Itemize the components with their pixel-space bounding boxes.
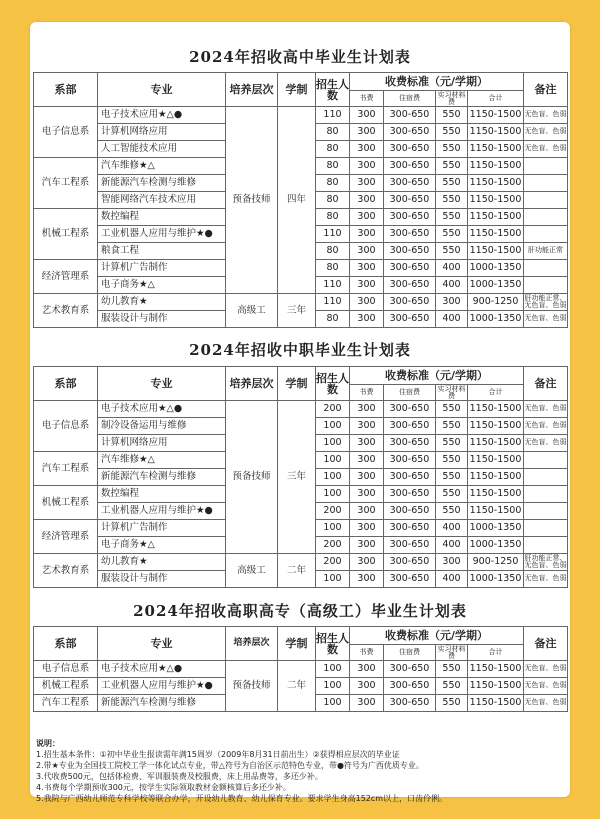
header-lodging: 住宿费 xyxy=(384,645,436,661)
level-cell: 预备技师 xyxy=(226,107,278,294)
lodge-cell: 300-650 xyxy=(384,401,436,418)
material-cell: 550 xyxy=(436,661,468,678)
lodge-cell: 300-650 xyxy=(384,452,436,469)
lodge-cell: 300-650 xyxy=(384,243,436,260)
dept-cell: 汽车工程系 xyxy=(34,695,98,712)
book-cell: 300 xyxy=(350,678,384,695)
book-cell: 300 xyxy=(350,192,384,209)
major-cell: 工业机器人应用与维护★● xyxy=(98,503,226,520)
major-cell: 电子商务★△ xyxy=(98,277,226,294)
material-cell: 400 xyxy=(436,260,468,277)
note-cell: 无色盲、色弱 xyxy=(524,678,568,695)
book-cell: 300 xyxy=(350,571,384,588)
major-cell: 数控编程 xyxy=(98,209,226,226)
lodge-cell: 300-650 xyxy=(384,107,436,124)
plan-poster xyxy=(30,22,570,803)
major-cell: 电子技术应用★△● xyxy=(98,661,226,678)
note-cell: 无色盲、色弱 xyxy=(524,141,568,158)
major-cell: 计算机网络应用 xyxy=(98,435,226,452)
total-cell: 1000-1350 xyxy=(468,277,524,294)
material-cell: 550 xyxy=(436,435,468,452)
lodge-cell: 300-650 xyxy=(384,141,436,158)
total-cell: 1150-1500 xyxy=(468,158,524,175)
material-cell: 550 xyxy=(436,158,468,175)
book-cell: 300 xyxy=(350,260,384,277)
note-cell xyxy=(524,537,568,554)
enroll-cell: 80 xyxy=(316,192,350,209)
level-cell: 高级工 xyxy=(226,554,278,588)
material-cell: 550 xyxy=(436,401,468,418)
header-total: 合计 xyxy=(468,385,524,401)
header-level: 培养层次 xyxy=(226,73,278,107)
lodge-cell: 300-650 xyxy=(384,158,436,175)
material-cell: 400 xyxy=(436,277,468,294)
lodge-cell: 300-650 xyxy=(384,520,436,537)
duration-cell: 三年 xyxy=(278,401,316,554)
book-cell: 300 xyxy=(350,418,384,435)
book-cell: 300 xyxy=(350,554,384,571)
enroll-cell: 110 xyxy=(316,294,350,311)
major-cell: 电子技术应用★△● xyxy=(98,107,226,124)
enroll-cell: 100 xyxy=(316,678,350,695)
note-cell: 肝功能正常 xyxy=(524,243,568,260)
note-cell: 无色盲、色弱 xyxy=(524,661,568,678)
section-title: 2024年招收中职毕业生计划表 xyxy=(189,341,411,359)
note-cell xyxy=(524,520,568,537)
total-cell: 1150-1500 xyxy=(468,418,524,435)
major-cell: 汽车维修★△ xyxy=(98,158,226,175)
material-cell: 550 xyxy=(436,418,468,435)
note-cell xyxy=(524,226,568,243)
material-cell: 550 xyxy=(436,243,468,260)
dept-cell: 艺术教育系 xyxy=(34,294,98,328)
note-cell xyxy=(524,192,568,209)
enroll-cell: 80 xyxy=(316,158,350,175)
dept-cell: 机械工程系 xyxy=(34,678,98,695)
duration-cell: 四年 xyxy=(278,107,316,294)
header-lodging: 住宿费 xyxy=(384,91,436,107)
lodge-cell: 300-650 xyxy=(384,571,436,588)
lodge-cell: 300-650 xyxy=(384,554,436,571)
total-cell: 1150-1500 xyxy=(468,226,524,243)
total-cell: 1150-1500 xyxy=(468,401,524,418)
header-duration: 学制 xyxy=(278,627,316,661)
major-cell: 新能源汽车检测与维修 xyxy=(98,469,226,486)
book-cell: 300 xyxy=(350,226,384,243)
section-title: 2024年招收高中毕业生计划表 xyxy=(189,48,411,66)
dept-cell: 艺术教育系 xyxy=(34,554,98,588)
level-cell: 预备技师 xyxy=(226,661,278,712)
duration-cell: 二年 xyxy=(278,554,316,588)
total-cell: 1150-1500 xyxy=(468,452,524,469)
total-cell: 1150-1500 xyxy=(468,486,524,503)
major-cell: 计算机网络应用 xyxy=(98,124,226,141)
section-higher-vocational xyxy=(33,596,567,712)
lodge-cell: 300-650 xyxy=(384,435,436,452)
enroll-cell: 100 xyxy=(316,452,350,469)
total-cell: 1150-1500 xyxy=(468,695,524,712)
header-major: 专业 xyxy=(98,367,226,401)
header-major: 专业 xyxy=(98,627,226,661)
material-cell: 550 xyxy=(436,141,468,158)
material-cell: 300 xyxy=(436,294,468,311)
lodge-cell: 300-650 xyxy=(384,175,436,192)
enroll-cell: 80 xyxy=(316,124,350,141)
note-line: 2.带★专业为全国技工院校工学一体化试点专业，带△符号为自治区示范特色专业，带●符号为广西优质专业。 xyxy=(36,761,424,770)
total-cell: 1150-1500 xyxy=(468,141,524,158)
dept-cell: 经济管理系 xyxy=(34,260,98,294)
note-cell: 无色盲、色弱 xyxy=(524,107,568,124)
total-cell: 1000-1350 xyxy=(468,537,524,554)
total-cell: 1150-1500 xyxy=(468,124,524,141)
header-fees: 收费标准（元/学期） xyxy=(350,367,524,385)
material-cell: 550 xyxy=(436,175,468,192)
enroll-cell: 100 xyxy=(316,661,350,678)
enroll-cell: 100 xyxy=(316,418,350,435)
note-cell xyxy=(524,158,568,175)
lodge-cell: 300-650 xyxy=(384,695,436,712)
book-cell: 300 xyxy=(350,124,384,141)
header-note: 备注 xyxy=(524,73,568,107)
lodge-cell: 300-650 xyxy=(384,192,436,209)
note-cell xyxy=(524,469,568,486)
material-cell: 400 xyxy=(436,537,468,554)
header-enroll: 招生人数 xyxy=(316,73,350,107)
note-cell xyxy=(524,486,568,503)
major-cell: 计算机广告制作 xyxy=(98,260,226,277)
major-cell: 计算机广告制作 xyxy=(98,520,226,537)
note-line: 5.我院与广西幼儿师范专科学校等联合办学，开设幼儿教育、幼儿保育专业。要求学生身高152cm以上，口齿伶俐。 xyxy=(36,794,448,803)
header-material: 实习材料费 xyxy=(437,644,466,660)
enroll-cell: 110 xyxy=(316,107,350,124)
section-title: 2024年招收高职高专（高级工）毕业生计划表 xyxy=(133,602,467,620)
note-cell: 无色盲、色弱 xyxy=(524,401,568,418)
total-cell: 900-1250 xyxy=(468,554,524,571)
header-enroll: 招生人数 xyxy=(316,627,350,661)
note-cell xyxy=(524,175,568,192)
level-cell: 高级工 xyxy=(226,294,278,328)
section-high-school xyxy=(33,42,567,328)
lodge-cell: 300-650 xyxy=(384,503,436,520)
enroll-cell: 80 xyxy=(316,141,350,158)
major-cell: 幼儿教育★ xyxy=(98,294,226,311)
note-cell: 无色盲、色弱 xyxy=(524,418,568,435)
book-cell: 300 xyxy=(350,486,384,503)
note-cell xyxy=(524,503,568,520)
enroll-cell: 200 xyxy=(316,503,350,520)
lodge-cell: 300-650 xyxy=(384,124,436,141)
dept-cell: 汽车工程系 xyxy=(34,452,98,486)
lodge-cell: 300-650 xyxy=(384,661,436,678)
header-level: 培养层次 xyxy=(226,627,278,661)
major-cell: 电子技术应用★△● xyxy=(98,401,226,418)
enroll-cell: 200 xyxy=(316,537,350,554)
total-cell: 1000-1350 xyxy=(468,571,524,588)
note-cell xyxy=(524,209,568,226)
enroll-cell: 100 xyxy=(316,435,350,452)
header-duration: 学制 xyxy=(278,73,316,107)
lodge-cell: 300-650 xyxy=(384,486,436,503)
book-cell: 300 xyxy=(350,311,384,328)
total-cell: 1150-1500 xyxy=(468,175,524,192)
total-cell: 1150-1500 xyxy=(468,209,524,226)
header-material: 实习材料费 xyxy=(437,90,466,106)
book-cell: 300 xyxy=(350,294,384,311)
material-cell: 550 xyxy=(436,695,468,712)
enroll-cell: 80 xyxy=(316,311,350,328)
header-material: 实习材料费 xyxy=(437,384,466,400)
major-cell: 服装设计与制作 xyxy=(98,571,226,588)
major-cell: 汽车维修★△ xyxy=(98,452,226,469)
total-cell: 1150-1500 xyxy=(468,435,524,452)
dept-cell: 电子信息系 xyxy=(34,401,98,452)
duration-cell: 二年 xyxy=(278,661,316,712)
major-cell: 服装设计与制作 xyxy=(98,311,226,328)
material-cell: 550 xyxy=(436,503,468,520)
major-cell: 人工智能技术应用 xyxy=(98,141,226,158)
book-cell: 300 xyxy=(350,277,384,294)
note-cell: 无色盲、色弱 xyxy=(524,435,568,452)
book-cell: 300 xyxy=(350,435,384,452)
material-cell: 550 xyxy=(436,678,468,695)
enroll-cell: 100 xyxy=(316,571,350,588)
material-cell: 550 xyxy=(436,107,468,124)
header-fees: 收费标准（元/学期） xyxy=(350,73,524,91)
enroll-cell: 200 xyxy=(316,401,350,418)
note-line: 3.代收费500元，包括体检费、军训服装费及校服费，床上用品费等，多还少补。 xyxy=(36,772,323,781)
plan-table xyxy=(33,366,568,588)
header-book: 书费 xyxy=(350,645,384,661)
plan-table xyxy=(33,626,568,712)
book-cell: 300 xyxy=(350,401,384,418)
lodge-cell: 300-650 xyxy=(384,209,436,226)
note-line: 1.招生基本条件：①初中毕业生报读需年满15周岁（2009年8月31日前出生）②获得相应层次的毕业证 xyxy=(36,750,400,759)
enroll-cell: 80 xyxy=(316,175,350,192)
material-cell: 300 xyxy=(436,554,468,571)
material-cell: 550 xyxy=(436,452,468,469)
lodge-cell: 300-650 xyxy=(384,311,436,328)
book-cell: 300 xyxy=(350,175,384,192)
major-cell: 工业机器人应用与维护★● xyxy=(98,226,226,243)
lodge-cell: 300-650 xyxy=(384,294,436,311)
major-cell: 粮食工程 xyxy=(98,243,226,260)
book-cell: 300 xyxy=(350,469,384,486)
major-cell: 幼儿教育★ xyxy=(98,554,226,571)
material-cell: 550 xyxy=(436,209,468,226)
book-cell: 300 xyxy=(350,695,384,712)
dept-cell: 机械工程系 xyxy=(34,486,98,520)
enroll-cell: 110 xyxy=(316,277,350,294)
book-cell: 300 xyxy=(350,503,384,520)
note-cell: 无色盲、色弱 xyxy=(524,571,568,588)
level-cell: 预备技师 xyxy=(226,401,278,554)
header-note: 备注 xyxy=(524,627,568,661)
note-cell: 无色盲、色弱 xyxy=(524,311,568,328)
plan-table xyxy=(33,72,568,328)
header-dept: 系部 xyxy=(34,627,98,661)
total-cell: 1000-1350 xyxy=(468,260,524,277)
notes-heading: 说明： xyxy=(36,739,60,748)
header-dept: 系部 xyxy=(34,367,98,401)
enroll-cell: 80 xyxy=(316,243,350,260)
header-note: 备注 xyxy=(524,367,568,401)
major-cell: 新能源汽车检测与维修 xyxy=(98,175,226,192)
dept-cell: 机械工程系 xyxy=(34,209,98,260)
book-cell: 300 xyxy=(350,452,384,469)
material-cell: 550 xyxy=(436,226,468,243)
lodge-cell: 300-650 xyxy=(384,260,436,277)
note-cell xyxy=(524,277,568,294)
header-book: 书费 xyxy=(350,385,384,401)
note-cell xyxy=(524,452,568,469)
book-cell: 300 xyxy=(350,520,384,537)
material-cell: 400 xyxy=(436,520,468,537)
notes-block xyxy=(36,738,564,804)
note-cell: 无色盲、色弱 xyxy=(524,695,568,712)
major-cell: 数控编程 xyxy=(98,486,226,503)
material-cell: 400 xyxy=(436,311,468,328)
total-cell: 1150-1500 xyxy=(468,503,524,520)
book-cell: 300 xyxy=(350,141,384,158)
lodge-cell: 300-650 xyxy=(384,418,436,435)
material-cell: 550 xyxy=(436,124,468,141)
total-cell: 1150-1500 xyxy=(468,661,524,678)
note-cell: 肝功能正常、无色盲、色弱 xyxy=(524,553,567,569)
book-cell: 300 xyxy=(350,209,384,226)
header-enroll: 招生人数 xyxy=(316,367,350,401)
header-level: 培养层次 xyxy=(226,367,278,401)
total-cell: 1150-1500 xyxy=(468,192,524,209)
major-cell: 新能源汽车检测与维修 xyxy=(98,695,226,712)
total-cell: 900-1250 xyxy=(468,294,524,311)
header-total: 合计 xyxy=(468,91,524,107)
book-cell: 300 xyxy=(350,107,384,124)
enroll-cell: 100 xyxy=(316,520,350,537)
enroll-cell: 80 xyxy=(316,260,350,277)
total-cell: 1000-1350 xyxy=(468,520,524,537)
book-cell: 300 xyxy=(350,537,384,554)
header-duration: 学制 xyxy=(278,367,316,401)
major-cell: 制冷设备运用与维修 xyxy=(98,418,226,435)
dept-cell: 汽车工程系 xyxy=(34,158,98,209)
dept-cell: 电子信息系 xyxy=(34,661,98,678)
enroll-cell: 100 xyxy=(316,486,350,503)
note-cell: 无色盲、色弱 xyxy=(524,124,568,141)
book-cell: 300 xyxy=(350,661,384,678)
total-cell: 1150-1500 xyxy=(468,469,524,486)
material-cell: 550 xyxy=(436,192,468,209)
lodge-cell: 300-650 xyxy=(384,226,436,243)
section-vocational xyxy=(33,334,567,588)
total-cell: 1150-1500 xyxy=(468,107,524,124)
note-cell xyxy=(524,260,568,277)
header-lodging: 住宿费 xyxy=(384,385,436,401)
enroll-cell: 100 xyxy=(316,469,350,486)
lodge-cell: 300-650 xyxy=(384,277,436,294)
note-line: 4.书费每个学期预收300元，按学生实际领取教材金额核算后多还少补。 xyxy=(36,783,291,792)
duration-cell: 三年 xyxy=(278,294,316,328)
dept-cell: 电子信息系 xyxy=(34,107,98,158)
header-major: 专业 xyxy=(98,73,226,107)
material-cell: 550 xyxy=(436,469,468,486)
book-cell: 300 xyxy=(350,158,384,175)
enroll-cell: 110 xyxy=(316,226,350,243)
major-cell: 工业机器人应用与维护★● xyxy=(98,678,226,695)
total-cell: 1000-1350 xyxy=(468,311,524,328)
lodge-cell: 300-650 xyxy=(384,537,436,554)
enroll-cell: 200 xyxy=(316,554,350,571)
lodge-cell: 300-650 xyxy=(384,469,436,486)
lodge-cell: 300-650 xyxy=(384,678,436,695)
major-cell: 电子商务★△ xyxy=(98,537,226,554)
header-dept: 系部 xyxy=(34,73,98,107)
total-cell: 1150-1500 xyxy=(468,678,524,695)
material-cell: 550 xyxy=(436,486,468,503)
book-cell: 300 xyxy=(350,243,384,260)
enroll-cell: 80 xyxy=(316,209,350,226)
header-fees: 收费标准（元/学期） xyxy=(350,627,524,645)
header-book: 书费 xyxy=(350,91,384,107)
total-cell: 1150-1500 xyxy=(468,243,524,260)
header-total: 合计 xyxy=(468,645,524,661)
material-cell: 400 xyxy=(436,571,468,588)
note-cell: 肝功能正常、无色盲、色弱 xyxy=(524,293,567,309)
major-cell: 智能网络汽车技术应用 xyxy=(98,192,226,209)
dept-cell: 经济管理系 xyxy=(34,520,98,554)
enroll-cell: 100 xyxy=(316,695,350,712)
